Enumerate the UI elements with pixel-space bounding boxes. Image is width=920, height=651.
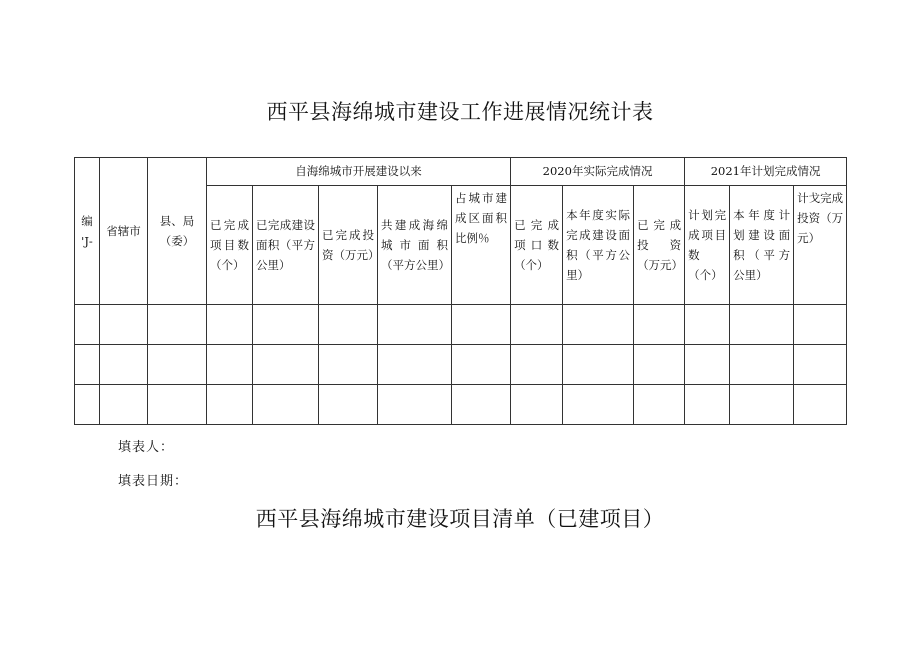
- subheader-2020-area: 本年度实际完成建设面积（平方公里）: [563, 186, 634, 304]
- fill-date-label: 填表日期：: [118, 474, 189, 489]
- table-row: [75, 304, 847, 344]
- subheader-projects-done: 已完成项目数（个）: [207, 186, 253, 304]
- header-bianhao: 编 'J-: [75, 158, 100, 305]
- header-county: 县、局（委）: [148, 158, 207, 305]
- page-title: 西平县海绵城市建设工作进展情况统计表: [266, 100, 654, 124]
- subheader-2021-area: 本年度计划建设面积（平方公里）: [730, 186, 794, 304]
- group-header-since-start: 自海绵城市开展建设以来: [207, 158, 511, 186]
- table-row: [75, 384, 847, 424]
- subheader-area-done: 已完成建设面积（平方公里）: [253, 186, 319, 304]
- section-title: 西平县海绵城市建设项目清单（已建项目）: [255, 507, 665, 531]
- subheader-investment-done: 已完成投资（万元）: [319, 186, 378, 304]
- statistics-table: [74, 157, 847, 425]
- subheader-2021-projects: 计划完成项目数（个）: [685, 186, 730, 304]
- table-row: [75, 344, 847, 384]
- subheader-sponge-area: 共建成海绵城市面积（平方公里）: [378, 186, 452, 304]
- header-city: 省辖市: [100, 158, 148, 305]
- subheader-area-ratio: 占城市建成区面积比例％: [452, 186, 511, 304]
- group-header-2020: 2020年实际完成情况: [511, 158, 685, 186]
- subheader-2020-projects: 已完成项口数（个）: [511, 186, 563, 304]
- filler-label: 填表人：: [118, 440, 175, 455]
- group-header-2021: 2021年计划完成情况: [685, 158, 847, 186]
- subheader-2020-investment: 已完成投资（万元）: [634, 186, 685, 304]
- subheader-2021-investment: 计戈完成投资（万元）: [794, 186, 847, 304]
